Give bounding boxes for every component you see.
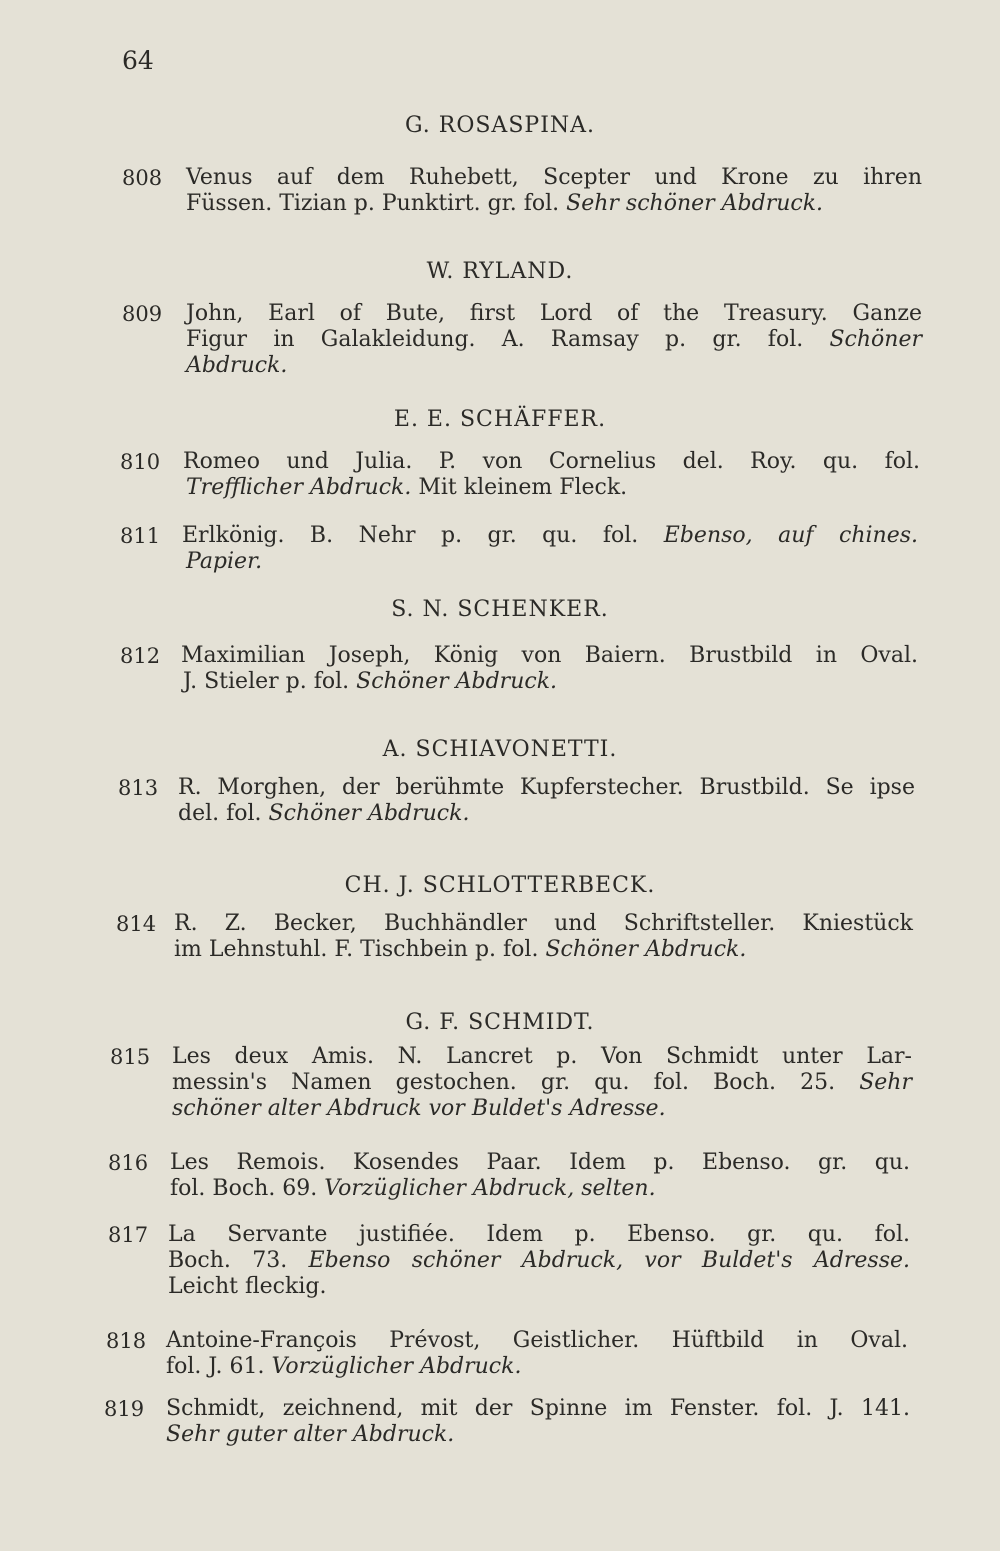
italic-segment: Schöner Abdruck. [268,801,470,826]
text-segment: Boch. 73. [168,1248,309,1273]
text-segment: Figur in Galakleidung. A. Ramsay p. gr. fol. [186,327,830,352]
italic-segment: Vorzüglicher Abdruck, selten. [324,1176,656,1201]
text-segment: del. fol. [178,801,269,826]
text-segment: Antoine-François Prévost, Geistlicher. Hüftbild in Oval. [166,1328,908,1353]
italic-segment: schöner alter Abdruck vor Buldet's Adresse. [172,1096,666,1121]
entry-line [170,1150,910,1175]
text-segment: Venus auf dem Ruhebett, Scepter und Krone zu ihren [186,165,922,190]
entry-line [183,669,557,694]
text-segment: Maximilian Joseph, König von Baiern. Brustbild in Oval. [181,643,918,668]
entry-line [186,475,627,500]
italic-segment: Ebenso, auf chines. [663,523,919,548]
lot-number: 814 [116,912,157,936]
text-segment: Romeo und Julia. P. von Cornelius del. Roy. qu. fol. [183,449,920,474]
entry-line [172,1044,912,1069]
entry-line [174,911,913,936]
artist-heading: G. F. SCHMIDT. [405,1010,595,1035]
text-segment: Leicht fleckig. [168,1274,327,1299]
lot-number: 819 [104,1397,145,1421]
entry-line [186,191,823,216]
lot-number: 812 [120,644,161,668]
entry-line [182,523,918,548]
artist-heading: E. E. SCHÄFFER. [393,407,607,432]
italic-segment: Papier. [186,549,263,574]
text-segment: John, Earl of Bute, first Lord of the Treasury. Ganze [186,301,922,326]
italic-segment: Sehr guter alter Abdruck. [166,1422,455,1447]
italic-segment: Vorzüglicher Abdruck. [271,1354,522,1379]
lot-number: 816 [108,1151,149,1175]
text-segment: im Lehnstuhl. F. Tischbein p. fol. [174,937,546,962]
lot-number: 810 [120,450,161,474]
entry-line [186,549,262,574]
text-segment: fol. Boch. 69. [170,1176,325,1201]
text-segment: Schmidt, zeichnend, mit der Spinne im Fenster. fol. J. 141. [166,1396,910,1421]
entry-line [181,643,918,668]
italic-segment: Trefflicher Abdruck. [186,475,412,500]
text-segment: messin's Namen gestochen. gr. qu. fol. Boch. 25. [172,1070,860,1095]
entry-line [172,1096,666,1121]
italic-segment: Ebenso schöner Abdruck, vor Buldet's Adresse. [308,1248,911,1273]
artist-heading: W. RYLAND. [426,259,574,284]
lot-number: 813 [118,776,159,800]
entry-line [168,1248,910,1273]
italic-segment: Abdruck. [186,353,288,378]
text-segment: Mit kleinem Fleck. [411,475,628,500]
entry-line [186,301,922,326]
entry-line [166,1328,908,1353]
entry-line [168,1274,326,1299]
text-segment: Les Remois. Kosendes Paar. Idem p. Ebenso. gr. qu. [170,1150,910,1175]
entry-line [178,775,915,800]
italic-segment: Schöner [829,327,922,352]
lot-number: 811 [120,524,161,548]
entry-line [166,1396,910,1421]
lot-number: 818 [106,1329,147,1353]
entry-line [186,165,922,190]
text-segment: Erlkönig. B. Nehr p. gr. qu. fol. [182,523,664,548]
text-segment: R. Z. Becker, Buchhändler und Schriftsteller. Kniestück [174,911,913,936]
entry-line [178,801,469,826]
lot-number: 815 [110,1045,151,1069]
text-segment: J. Stieler p. fol. [183,669,357,694]
artist-heading: S. N. SCHENKER. [391,597,609,622]
italic-segment: Schöner Abdruck. [545,937,747,962]
artist-heading: G. ROSASPINA. [404,113,596,138]
text-segment: Füssen. Tizian p. Punktirt. gr. fol. [186,191,567,216]
entry-line [168,1222,910,1247]
text-segment: Les deux Amis. N. Lancret p. Von Schmidt unter Lar- [172,1044,912,1069]
artist-heading: A. SCHIAVONETTI. [382,737,618,762]
entry-line [174,937,746,962]
lot-number: 808 [122,166,163,190]
entry-line [170,1176,656,1201]
text-segment: R. Morghen, der berühmte Kupferstecher. Brustbild. Se ipse [178,775,915,800]
lot-number: 809 [122,302,163,326]
page-number: 64 [122,46,154,75]
entry-line [172,1070,912,1095]
italic-segment: Schöner Abdruck. [356,669,558,694]
lot-number: 817 [108,1223,149,1247]
italic-segment: Sehr [859,1070,912,1095]
text-segment: La Servante justifiée. Idem p. Ebenso. gr. qu. fol. [168,1222,910,1247]
text-segment: fol. J. 61. [166,1354,272,1379]
entry-line [186,327,922,352]
artist-heading: CH. J. SCHLOTTERBECK. [344,873,656,898]
italic-segment: Sehr schöner Abdruck. [566,191,824,216]
entry-line [166,1354,521,1379]
entry-line [186,353,287,378]
entry-line [166,1422,454,1447]
entry-line [183,449,920,474]
